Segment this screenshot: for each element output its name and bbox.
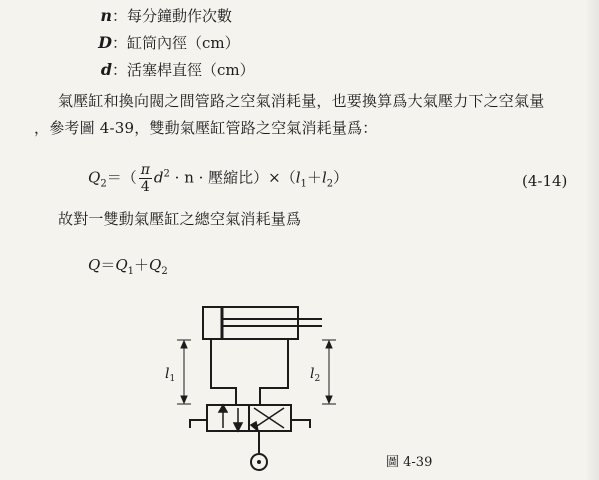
dim-l2-arrow-bottom: [326, 396, 332, 403]
valve-arrow-down-head: [234, 423, 242, 431]
definition-n: n：每分鐘動作次數: [100, 6, 233, 25]
valve-right-actuator: [291, 420, 310, 428]
paragraph-line-1: 氣壓缸和換向閥之間管路之空氣消耗量，也要換算爲大氣壓力下之空氣量: [58, 92, 545, 110]
equation-total: $Q=Q_1+Q_2$: [88, 256, 168, 277]
valve-left-actuator: [190, 420, 207, 428]
definition-d: d：活塞桿直徑（cm）: [100, 60, 255, 79]
paragraph-total: 故對一雙動氣壓缸之總空氣消耗量爲: [58, 210, 302, 228]
dim-l2-arrow-top: [326, 341, 332, 348]
equation-q2: $Q_2=$（ $\frac{\pi}{4}$ $d^2 \cdot n$ · 壓縮比）$\times(l_1+l_2)$: [88, 162, 349, 195]
definition-D: D：缸筒內徑（cm）: [98, 33, 240, 52]
dim-l1-arrow-top: [181, 341, 187, 348]
label-l1: $l_1$: [165, 366, 176, 384]
fraction-pi-over-4: $\frac{\pi}{4}$: [140, 162, 150, 195]
page-edge-shadow: [585, 0, 599, 480]
pipe-right: [260, 339, 288, 405]
equation-number: (4-14): [522, 172, 568, 190]
dim-l1-arrow-bottom: [181, 396, 187, 403]
valve-cross-arrow-head: [251, 422, 258, 431]
paragraph-line-2: ，參考圖 4-39，雙動氣壓缸管路之空氣消耗量爲：: [34, 119, 378, 137]
label-l2: $l_2$: [310, 366, 321, 384]
cylinder-body: [203, 307, 298, 339]
pipe-left: [211, 339, 236, 405]
figure-caption: 圖 4-39: [386, 455, 433, 470]
valve-arrow-up-head: [219, 405, 227, 412]
source-dot: [257, 460, 261, 464]
